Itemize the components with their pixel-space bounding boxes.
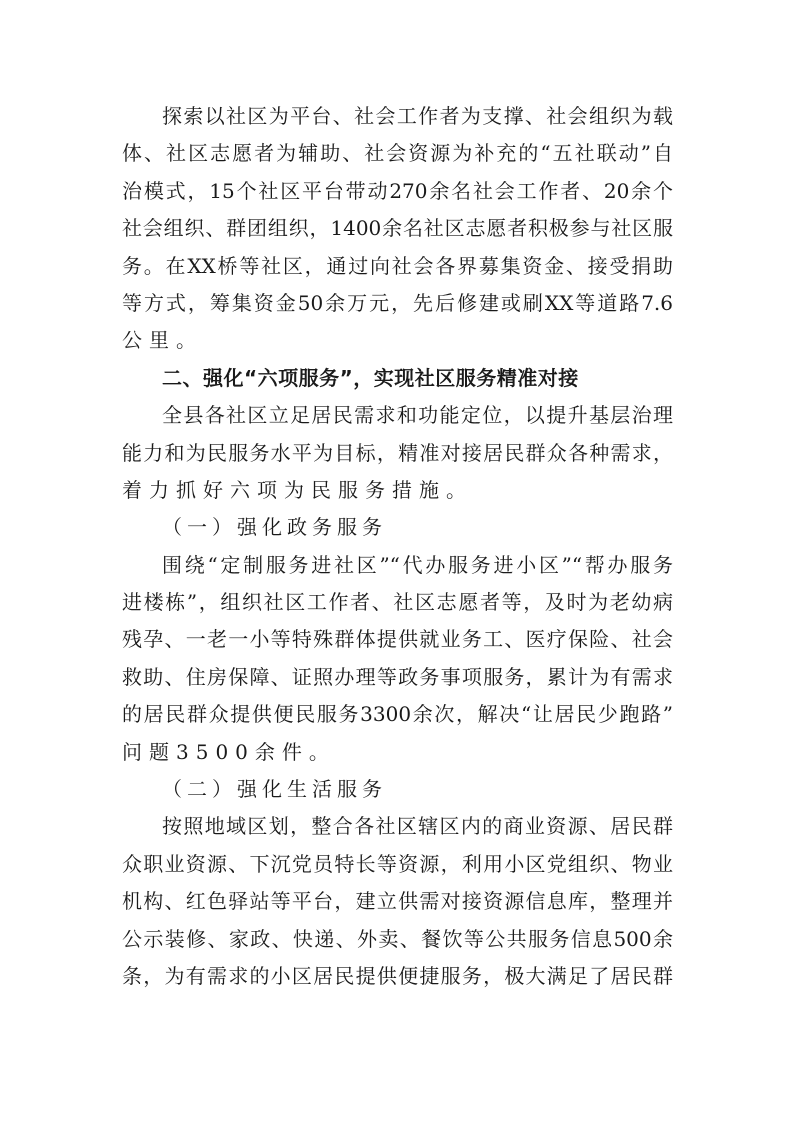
text-line: 公里。 [122, 328, 203, 353]
text-line: 残孕、一老一小等特殊群体提供就业务工、医疗保险、社会 [122, 627, 673, 652]
text-line: 众职业资源、下沉党员特长等资源，利用小区党组织、物业 [122, 851, 673, 876]
text-line: 着力抓好六项为民服务措施。 [122, 477, 473, 502]
text-line: 救助、住房保障、证照办理等政务事项服务，累计为有需求 [122, 664, 673, 689]
text-line: 体、社区志愿者为辅助、社会资源为补充的“五社联动”自 [122, 141, 673, 166]
text-line: 治模式，15个社区平台带动270余名社会工作者、20余个 [122, 178, 673, 203]
text-line: 条，为有需求的小区居民提供便捷服务，极大满足了居民群 [122, 963, 673, 988]
text-line: 按照地域区划，整合各社区辖区内的商业资源、居民群 [162, 814, 673, 839]
subsection-heading [122, 771, 673, 808]
text-line: 的居民群众提供便民服务3300余次，解决“让居民少跑路” [122, 702, 673, 727]
text-line: 机构、红色驿站等平台，建立供需对接资源信息库，整理并 [122, 889, 673, 914]
document-page [122, 98, 673, 995]
paragraph [122, 547, 673, 771]
text-line: （二）强化生活服务 [162, 777, 387, 802]
text-line: 问题3500余件。 [122, 739, 336, 764]
text-line: 探索以社区为平台、社会工作者为支撑、社会组织为载 [162, 104, 673, 128]
text-line: 进楼栋”，组织社区工作者、社区志愿者等，及时为老幼病 [122, 590, 673, 615]
text-line: 务。在XX桥等社区，通过向社会各界募集资金、接受捐助 [122, 253, 673, 278]
text-line: 公示装修、家政、快递、外卖、餐饮等公共服务信息500余 [122, 926, 673, 951]
text-line: 等方式，筹集资金50余万元，先后修建或刷XX等道路7.6 [122, 290, 673, 315]
text-line: 全县各社区立足居民需求和功能定位，以提升基层治理 [162, 403, 673, 428]
text-line: 社会组织、群团组织，1400余名社区志愿者积极参与社区服 [122, 216, 673, 241]
paragraph [122, 397, 673, 509]
paragraph [122, 808, 673, 995]
text-line: 围绕“定制服务进社区”“代办服务进小区”“帮办服务 [162, 552, 673, 577]
text-line: 能力和为民服务水平为目标，精准对接居民群众各种需求， [122, 440, 673, 465]
paragraph [122, 98, 673, 360]
subsection-heading [122, 509, 673, 546]
text-line: 二、强化“六项服务”，实现社区服务精准对接 [162, 365, 579, 390]
section-heading [122, 360, 673, 397]
text-line: （一）强化政务服务 [162, 515, 387, 540]
